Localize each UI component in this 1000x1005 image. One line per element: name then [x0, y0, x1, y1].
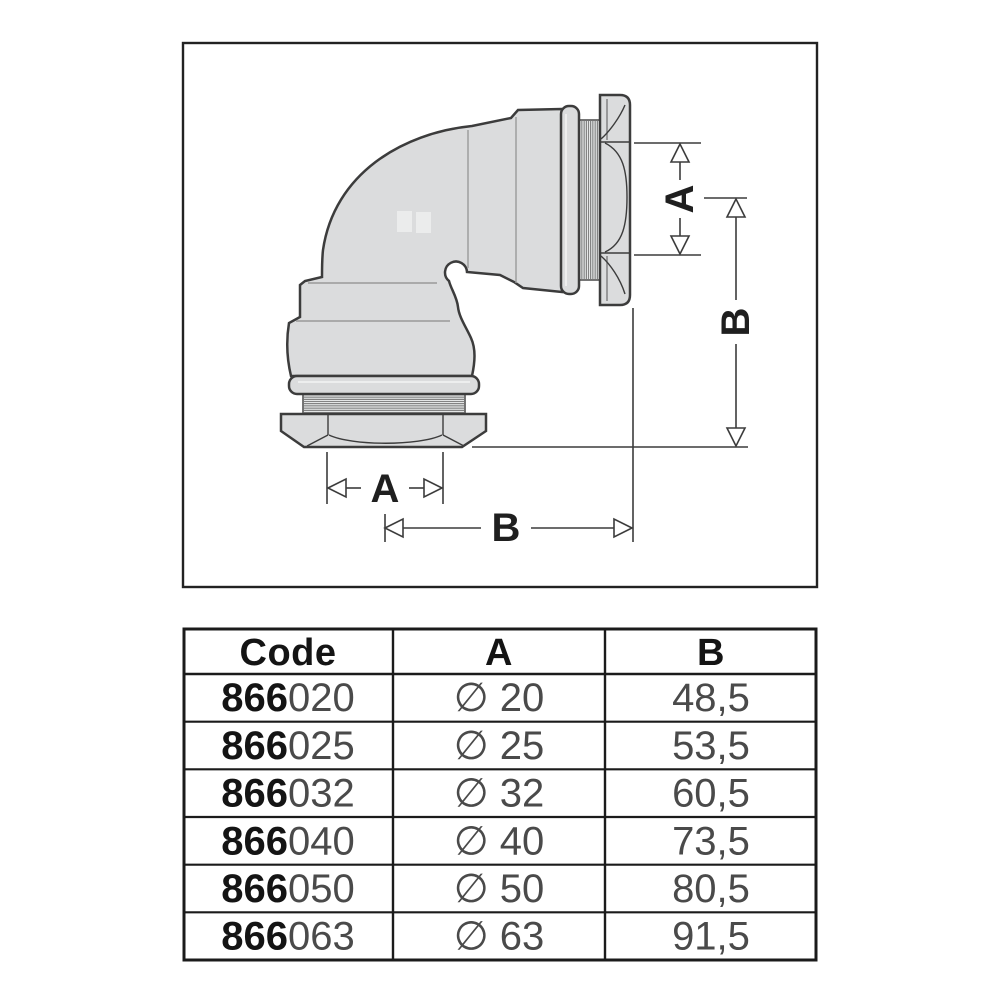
table-header-a: A — [485, 632, 513, 674]
b-cell: 80,5 — [672, 867, 750, 911]
b-cell: 53,5 — [672, 724, 750, 768]
a-cell: ∅ 20 — [453, 676, 545, 720]
code-cell — [221, 724, 355, 768]
code-suffix: 020 — [288, 676, 355, 720]
a-cell: ∅ 63 — [453, 914, 545, 959]
b-cell: 73,5 — [672, 819, 750, 864]
right-port-threads — [579, 120, 601, 280]
code-suffix: 040 — [288, 819, 355, 864]
code-suffix: 032 — [288, 771, 355, 816]
code-cell — [221, 676, 355, 720]
body-highlight-2 — [416, 212, 431, 233]
spec-table — [184, 629, 816, 960]
bottom-port-threads — [303, 394, 465, 414]
bottom-port-nut — [281, 414, 486, 447]
code-prefix: 866 — [221, 867, 288, 911]
b-cell: 60,5 — [672, 771, 750, 816]
b-cell: 91,5 — [672, 914, 750, 959]
code-suffix: 063 — [288, 914, 355, 959]
table-header-code: Code — [239, 632, 337, 674]
dim-label-a-vertical: A — [658, 184, 702, 214]
table-header-b: B — [697, 632, 725, 674]
dim-label-b-horizontal: B — [491, 506, 521, 550]
a-cell: ∅ 25 — [453, 724, 545, 768]
b-cell: 48,5 — [672, 676, 750, 720]
code-suffix: 050 — [288, 867, 355, 911]
dim-label-a-horizontal: A — [370, 467, 400, 511]
right-port-flange — [561, 106, 579, 294]
code-suffix: 025 — [288, 724, 355, 768]
code-prefix: 866 — [221, 724, 288, 768]
a-cell: ∅ 40 — [453, 819, 545, 864]
a-cell: ∅ 50 — [453, 867, 545, 911]
code-cell — [221, 819, 355, 863]
code-prefix: 866 — [221, 771, 288, 816]
code-cell — [221, 772, 355, 816]
code-prefix: 866 — [221, 914, 288, 959]
dim-label-b-vertical: B — [714, 307, 758, 337]
code-prefix: 866 — [221, 676, 288, 720]
body-highlight-1 — [397, 211, 412, 232]
code-prefix: 866 — [221, 819, 288, 864]
right-port-nut — [600, 95, 630, 305]
code-cell — [221, 915, 355, 959]
code-cell — [221, 867, 355, 911]
bottom-port-flange — [289, 376, 479, 394]
a-cell: ∅ 32 — [453, 771, 545, 816]
